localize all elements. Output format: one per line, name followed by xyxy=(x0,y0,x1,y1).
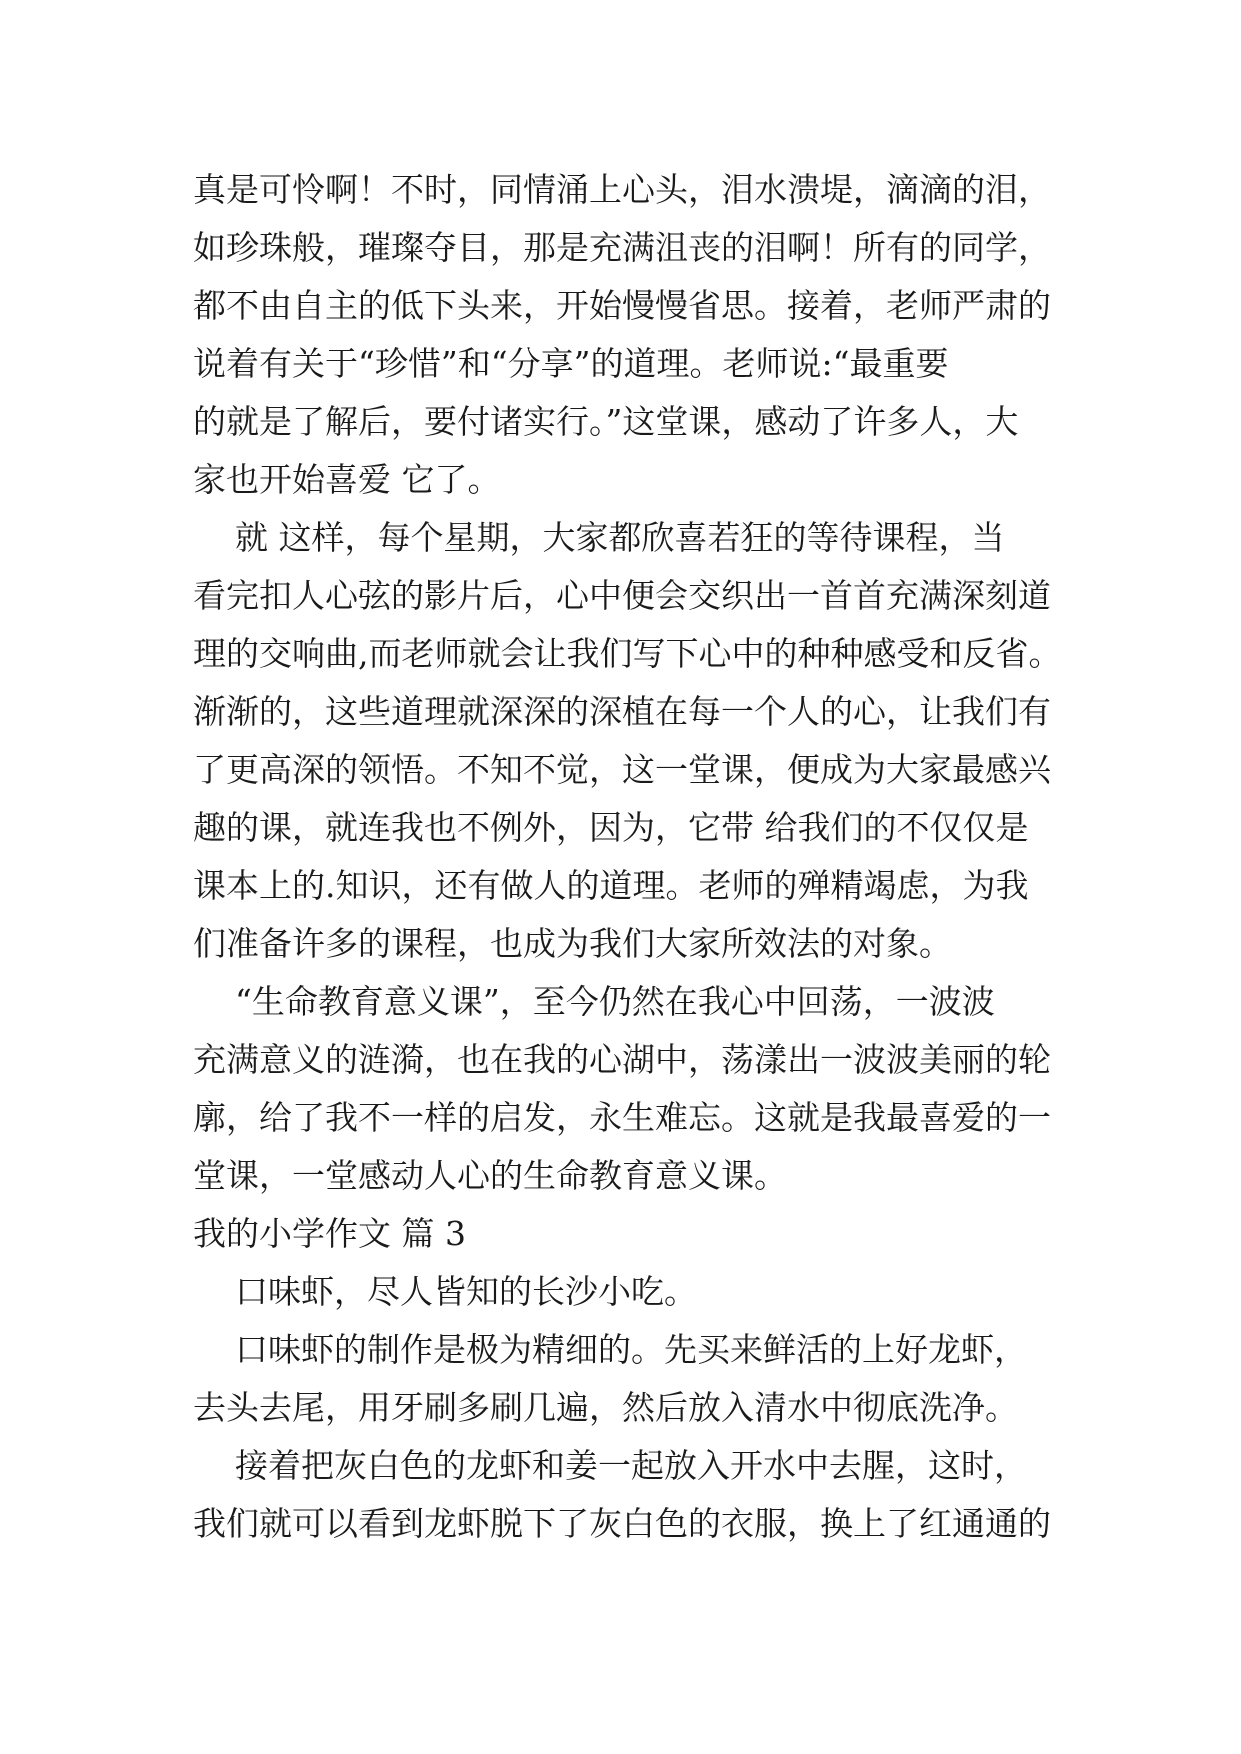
text-line: 的就是了解后，要付诸实行。”这堂课，感动了许多人，大 xyxy=(193,402,1019,441)
text-line: 就 这样，每个星期，大家都欣喜若狂的等待课程，当 xyxy=(193,518,1005,557)
text-line: 了更高深的领悟。不知不觉，这一堂课，便成为大家最感兴 xyxy=(193,750,1051,789)
text-line: 真是可怜啊！不时，同情涌上心头，泪水溃堤，滴滴的泪， xyxy=(193,170,1051,209)
text-line: “生命教育意义课”，至今仍然在我心中回荡，一波波 xyxy=(193,982,995,1021)
text-line: 看完扣人心弦的影片后，心中便会交织出一首首充满深刻道 xyxy=(193,576,1051,615)
text-line: 渐渐的，这些道理就深深的深植在每一个人的心，让我们有 xyxy=(193,692,1051,731)
text-line: 充满意义的涟漪，也在我的心湖中，荡漾出一波波美丽的轮 xyxy=(193,1040,1051,1079)
section-heading: 我的小学作文 篇 3 xyxy=(193,1214,466,1253)
text-line: 都不由自主的低下头来，开始慢慢省思。接着，老师严肃的 xyxy=(193,286,1051,325)
text-line: 去头去尾，用牙刷多刷几遍，然后放入清水中彻底洗净。 xyxy=(193,1388,1018,1427)
text-line: 家也开始喜爱 它了。 xyxy=(193,460,501,499)
text-line: 理的交响曲,而老师就会让我们写下心中的种种感受和反省。 xyxy=(193,634,1062,673)
text-line: 接着把灰白色的龙虾和姜一起放入开水中去腥，这时， xyxy=(193,1446,1027,1485)
text-line: 口味虾，尽人皆知的长沙小吃。 xyxy=(193,1272,697,1311)
text-line: 们准备许多的课程，也成为我们大家所效法的对象。 xyxy=(193,924,952,963)
text-line: 口味虾的制作是极为精细的。先买来鲜活的上好龙虾， xyxy=(193,1330,1027,1369)
essay-text xyxy=(193,161,1083,1553)
text-line: 我们就可以看到龙虾脱下了灰白色的衣服，换上了红通通的 xyxy=(193,1504,1051,1543)
text-line: 如珍珠般，璀璨夺目，那是充满沮丧的泪啊！所有的同学， xyxy=(193,228,1051,267)
text-line: 堂课，一堂感动人心的生命教育意义课。 xyxy=(193,1156,787,1195)
text-line: 课本上的.知识，还有做人的道理。老师的殚精竭虑，为我 xyxy=(193,866,1029,905)
text-line: 趣的课，就连我也不例外，因为，它带 给我们的不仅仅是 xyxy=(193,808,1029,847)
text-line: 廓，给了我不一样的启发，永生难忘。这就是我最喜爱的一 xyxy=(193,1098,1051,1137)
text-line: 说着有关于“珍惜”和“分享”的道理。老师说:“最重要 xyxy=(193,344,949,383)
